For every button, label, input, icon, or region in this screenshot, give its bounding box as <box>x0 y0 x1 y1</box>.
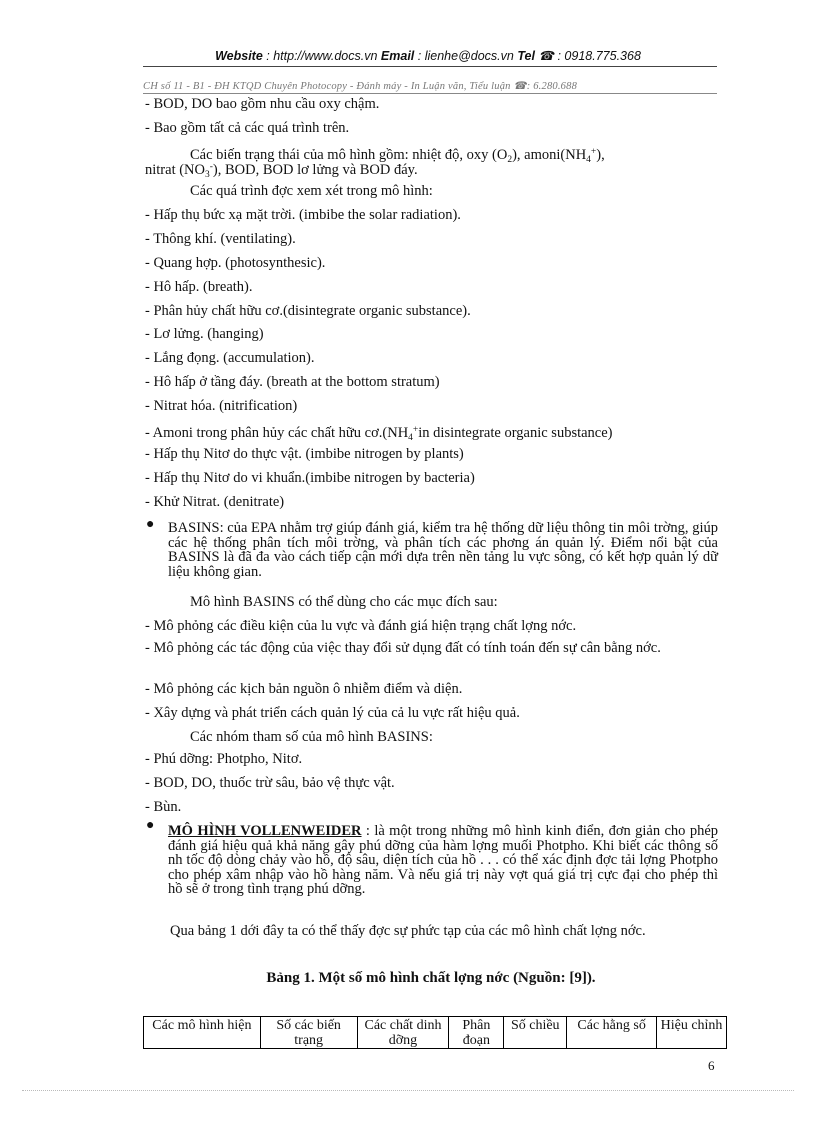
website-label: Website <box>215 49 263 63</box>
header-rule-bottom <box>143 93 717 94</box>
table-header-cell: Các mô hình hiện <box>144 1017 261 1049</box>
process-item: - Hấp thụ Nitơ do vi khuẩn.(imbibe nitrogen by bacteria) <box>145 470 475 486</box>
parameter-groups-intro: Các nhóm tham số của mô hình BASINS: <box>190 729 433 745</box>
table-intro-paragraph: Qua bảng 1 dới đây ta có thể thấy đợc sự phức tạp của các mô hình chất lợng nớc. <box>170 923 646 939</box>
table-caption: Bảng 1. Một số mô hình chất lợng nớc (Nguồn: [9]). <box>266 970 596 986</box>
process-item: - Hô hấp ở tầng đáy. (breath at the bottom stratum) <box>145 374 440 390</box>
vollenweider-paragraph: MÔ HÌNH VOLLENWEIDER : là một trong những mô hình kinh điển, đơn giản cho phép đánh giá hiệu quả khả năng gây phú dỡng của hàm lợng muối Photpho. Khi biết các thông số nh tốc độ dòng chảy vào hồ, độ sâu, diện tích của hồ . . . có thể xác định đợc tải lợng Photpho cho phép xâm nhập vào hồ hàng năm. Và nếu giá trị này vợt quá giá trị cực đại cho phép thì hồ sẽ ở trong tình trạng phú dỡng. <box>168 823 719 898</box>
tel-number: : 0918.775.368 <box>557 49 641 63</box>
purpose-item: - Mô phỏng các tác động của việc thay đổi sử dụng đất có tính toán đến sự cân bằng nớc. <box>145 640 661 656</box>
bullet-icon: ● <box>146 818 155 833</box>
purpose-item: - Mô phỏng các kịch bản nguồn ô nhiễm điểm và diện. <box>145 681 463 697</box>
state-variables-line1: Các biến trạng thái của mô hình gồm: nhiệt độ, oxy $(O_2)$, $amoni(NH_4^+)$, <box>190 147 605 165</box>
state-variables-line2: nitrat $(NO_3^-)$, BOD, BOD lơ lửng và BOD đáy. <box>145 162 418 180</box>
website-url[interactable]: : http://www.docs.vn <box>266 49 378 63</box>
process-item: - Thông khí. (ventilating). <box>145 231 296 247</box>
processes-intro: Các quá trình đợc xem xét trong mô hình: <box>190 183 433 199</box>
table-header-cell: Hiệu chỉnh <box>657 1017 727 1049</box>
purpose-item: - Mô phỏng các điều kiện của lu vực và đánh giá hiện trạng chất lợng nớc. <box>145 618 577 634</box>
email-address[interactable]: : lienhe@docs.vn <box>417 49 514 63</box>
header-rule-top <box>143 66 717 67</box>
process-item: - Amoni trong phân hủy các chất hữu $cơ.(NH_4^+in$ disintegrate organic substance) <box>145 425 613 443</box>
header-subline: CH số 11 - B1 - ĐH KTQD Chuyên Photocopy - Đánh máy - In Luận văn, Tiểu luận ☎: 6.280.688 <box>143 81 578 92</box>
email-label: Email <box>380 49 415 63</box>
table-header-cell: Phân đoạn <box>449 1017 504 1049</box>
table-header-cell: Các chất dinh dỡng <box>357 1017 449 1049</box>
table-header-cell: Các hằng số <box>567 1017 657 1049</box>
parameter-group: - Phú dỡng: Photpho, Nitơ. <box>145 751 303 767</box>
parameter-group: - BOD, DO, thuốc trừ sâu, bảo vệ thực vật. <box>145 775 395 791</box>
page-number: 6 <box>708 1058 715 1073</box>
process-item: - Hô hấp. (breath). <box>145 279 253 295</box>
table-header-cell: Số các biến trạng <box>260 1017 357 1049</box>
process-item: - Lơ lửng. (hanging) <box>145 326 264 342</box>
process-item: - Khử Nitrat. (denitrate) <box>145 494 285 510</box>
tel-label: Tel <box>517 49 535 63</box>
models-table <box>143 1016 727 1049</box>
footer-divider <box>22 1090 794 1091</box>
process-item: - Quang hợp. (photosynthesic). <box>145 255 326 271</box>
phone-icon: ☎ <box>538 49 554 63</box>
page-header <box>140 48 716 63</box>
purpose-item: - Xây dựng và phát triển cách quản lý của cả lu vực rất hiệu quả. <box>145 705 520 721</box>
bullet-icon: ● <box>146 517 155 532</box>
table-header-cell: Số chiều <box>504 1017 567 1049</box>
text-line: - BOD, DO bao gồm nhu cầu oxy chậm. <box>145 96 380 112</box>
basins-purposes-intro: Mô hình BASINS có thể dùng cho các mục đích sau: <box>190 594 498 610</box>
parameter-group: - Bùn. <box>145 799 182 815</box>
process-item: - Phân hủy chất hữu cơ.(disintegrate organic substance). <box>145 303 471 319</box>
process-item: - Lắng đọng. (accumulation). <box>145 350 315 366</box>
process-item: - Hấp thụ Nitơ do thực vật. (imbibe nitrogen by plants) <box>145 446 464 462</box>
table-header-row <box>144 1017 727 1049</box>
text-line: - Bao gồm tất cả các quá trình trên. <box>145 120 350 136</box>
process-item: - Hấp thụ bức xạ mặt trời. (imbibe the solar radiation). <box>145 207 461 223</box>
process-item: - Nitrat hóa. (nitrification) <box>145 398 298 414</box>
vollenweider-title: MÔ HÌNH VOLLENWEIDER <box>168 823 362 839</box>
basins-paragraph: BASINS: của EPA nhằm trợ giúp đánh giá, kiểm tra hệ thống dữ liệu thông tin môi trờng, giúp các hệ thống phân tích môi trờng, và phân tích các phơng án quản lý. Điểm nổi bật của BASINS là đã đa vào cách tiếp cận mới dựa trên nền tảng lu vực sông, có kết hợp quản lý dữ liệu không gian. <box>168 520 718 580</box>
